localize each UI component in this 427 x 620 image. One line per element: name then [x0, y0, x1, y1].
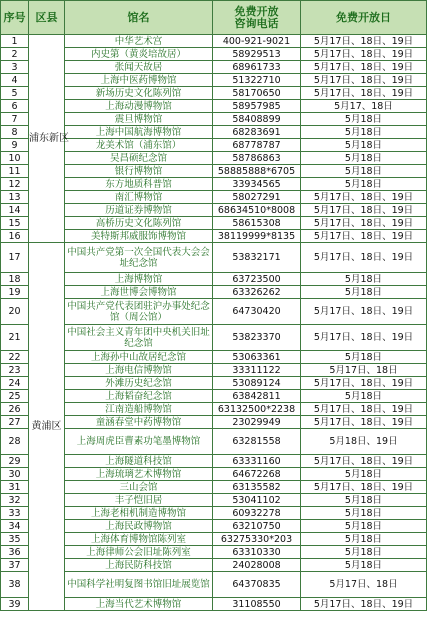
- free-open-dates: 5月18日: [301, 494, 427, 507]
- consult-phone: 53823370: [213, 325, 301, 351]
- free-open-dates: 5月17日、18日、19日: [301, 403, 427, 416]
- table-row: [1, 533, 427, 546]
- museum-name: 上海中国航海博物馆: [65, 126, 213, 139]
- row-number: 29: [1, 455, 29, 468]
- consult-phone: 24028008: [213, 559, 301, 572]
- museum-name: 江南造船博物馆: [65, 403, 213, 416]
- consult-phone: 64370835: [213, 572, 301, 598]
- consult-phone: 68283691: [213, 126, 301, 139]
- table-row: [1, 191, 427, 204]
- header-consult-phone: 免费开放 咨询电话: [213, 1, 301, 35]
- table-row: [1, 390, 427, 403]
- free-open-dates: 5月18日: [301, 126, 427, 139]
- consult-phone: 23029949: [213, 416, 301, 429]
- free-open-dates: 5月17日、18日、19日: [301, 416, 427, 429]
- consult-phone: 63135582: [213, 481, 301, 494]
- row-number: 37: [1, 559, 29, 572]
- museum-name: 龙美术馆（浦东馆）: [65, 139, 213, 152]
- free-open-dates: 5月18日: [301, 113, 427, 126]
- row-number: 17: [1, 243, 29, 273]
- row-number: 32: [1, 494, 29, 507]
- header-free-open-dates: 免费开放日: [301, 1, 427, 35]
- row-number: 33: [1, 507, 29, 520]
- table-row: [1, 100, 427, 113]
- table-row: [1, 416, 427, 429]
- table-row: [1, 364, 427, 377]
- table-row: [1, 598, 427, 611]
- museum-name: 上海民防科技馆: [65, 559, 213, 572]
- museum-name: 上海隧道科技馆: [65, 455, 213, 468]
- row-number: 8: [1, 126, 29, 139]
- row-number: 5: [1, 87, 29, 100]
- table-row: [1, 178, 427, 191]
- row-number: 14: [1, 204, 29, 217]
- header-number: 序号: [1, 1, 29, 35]
- free-open-dates: 5月18日: [301, 152, 427, 165]
- museum-name: 高桥历史文化陈列馆: [65, 217, 213, 230]
- free-open-dates: 5月17日、18日、19日: [301, 325, 427, 351]
- free-open-dates: 5月17、18日: [301, 100, 427, 113]
- consult-phone: 63723500: [213, 273, 301, 286]
- consult-phone: 53063361: [213, 351, 301, 364]
- museum-name: 上海律师公会旧址陈列室: [65, 546, 213, 559]
- table-row: [1, 152, 427, 165]
- consult-phone: 31108550: [213, 598, 301, 611]
- museum-name: 上海世博会博物馆: [65, 286, 213, 299]
- row-number: 23: [1, 364, 29, 377]
- table-row: [1, 273, 427, 286]
- consult-phone: 400-921-9021: [213, 35, 301, 48]
- table-row: [1, 74, 427, 87]
- consult-phone: 33934565: [213, 178, 301, 191]
- museum-name: 震旦博物馆: [65, 113, 213, 126]
- district-cell: 黄浦区: [29, 243, 65, 611]
- consult-phone: 58615308: [213, 217, 301, 230]
- museum-name: 上海周虎臣曹素功笔墨博物馆: [65, 429, 213, 455]
- table-row: [1, 377, 427, 390]
- museum-name: 上海体育博物馆陈列室: [65, 533, 213, 546]
- table-header-row: [1, 1, 427, 35]
- free-open-dates: 5月18日: [301, 286, 427, 299]
- museum-name: 上海琉璃艺术博物馆: [65, 468, 213, 481]
- museum-name: 丰子恺旧居: [65, 494, 213, 507]
- row-number: 13: [1, 191, 29, 204]
- free-open-dates: 5月18日: [301, 546, 427, 559]
- table-row: [1, 113, 427, 126]
- consult-phone: 63326262: [213, 286, 301, 299]
- table-row: [1, 481, 427, 494]
- free-open-dates: 5月17日、18日、19日: [301, 87, 427, 100]
- museum-name: 上海当代艺术博物馆: [65, 598, 213, 611]
- row-number: 1: [1, 35, 29, 48]
- table-row: [1, 520, 427, 533]
- consult-phone: 63210750: [213, 520, 301, 533]
- free-open-dates: 5月17日、18日、19日: [301, 61, 427, 74]
- free-open-dates: 5月17日、18日: [301, 572, 427, 598]
- row-number: 38: [1, 572, 29, 598]
- table-row: [1, 165, 427, 178]
- free-open-dates: 5月17日、18日、19日: [301, 377, 427, 390]
- table-row: [1, 455, 427, 468]
- row-number: 11: [1, 165, 29, 178]
- museum-name: 童涵春堂中药博物馆: [65, 416, 213, 429]
- museum-name: 新场历史文化陈列馆: [65, 87, 213, 100]
- museum-name: 外滩历史纪念馆: [65, 377, 213, 390]
- row-number: 6: [1, 100, 29, 113]
- row-number: 30: [1, 468, 29, 481]
- consult-phone: 33311122: [213, 364, 301, 377]
- free-open-dates: 5月18日: [301, 178, 427, 191]
- row-number: 27: [1, 416, 29, 429]
- consult-phone: 58929513: [213, 48, 301, 61]
- table-row: [1, 403, 427, 416]
- consult-phone: 58027291: [213, 191, 301, 204]
- row-number: 4: [1, 74, 29, 87]
- table-row: [1, 87, 427, 100]
- free-open-dates: 5月17日、18日、19日: [301, 455, 427, 468]
- row-number: 20: [1, 299, 29, 325]
- table-row: [1, 230, 427, 243]
- row-number: 21: [1, 325, 29, 351]
- museum-name: 中国科学社明复图书馆旧址展览馆: [65, 572, 213, 598]
- museum-name: 内史第（黄炎培故居）: [65, 48, 213, 61]
- consult-phone: 60932278: [213, 507, 301, 520]
- museum-name: 美特斯邦威服饰博物馆: [65, 230, 213, 243]
- museum-name: 中国共产党第一次全国代表大会会址纪念馆: [65, 243, 213, 273]
- header-district: 区县: [29, 1, 65, 35]
- free-open-dates: 5月18日: [301, 165, 427, 178]
- header-museum-name: 馆名: [65, 1, 213, 35]
- consult-phone: 63331160: [213, 455, 301, 468]
- district-cell: 浦东新区: [29, 35, 65, 243]
- museum-name: 上海民政博物馆: [65, 520, 213, 533]
- museum-name: 上海动漫博物馆: [65, 100, 213, 113]
- table-row: [1, 217, 427, 230]
- museum-name: 南汇博物馆: [65, 191, 213, 204]
- row-number: 16: [1, 230, 29, 243]
- free-open-dates: 5月18日: [301, 468, 427, 481]
- consult-phone: 63310330: [213, 546, 301, 559]
- museum-name: 东方地质科普馆: [65, 178, 213, 191]
- free-open-dates: 5月17日、18日、19日: [301, 481, 427, 494]
- row-number: 12: [1, 178, 29, 191]
- row-number: 10: [1, 152, 29, 165]
- table-row: [1, 468, 427, 481]
- table-row: [1, 325, 427, 351]
- free-open-dates: 5月18日: [301, 520, 427, 533]
- table-row: [1, 61, 427, 74]
- museum-name: 吴昌硕纪念馆: [65, 152, 213, 165]
- museum-name: 历道证券博物馆: [65, 204, 213, 217]
- free-open-dates: 5月17日、18日、19日: [301, 191, 427, 204]
- table-body: [1, 35, 427, 611]
- museum-name: 中华艺术宫: [65, 35, 213, 48]
- free-open-dates: 5月17日、18日、19日: [301, 598, 427, 611]
- table-row: [1, 204, 427, 217]
- row-number: 34: [1, 520, 29, 533]
- row-number: 9: [1, 139, 29, 152]
- row-number: 39: [1, 598, 29, 611]
- consult-phone: 68634510*8008: [213, 204, 301, 217]
- museum-name: 上海博物馆: [65, 273, 213, 286]
- free-open-dates: 5月18日: [301, 559, 427, 572]
- museum-name: 中国社会主义青年团中央机关旧址纪念馆: [65, 325, 213, 351]
- row-number: 24: [1, 377, 29, 390]
- table-row: [1, 494, 427, 507]
- row-number: 18: [1, 273, 29, 286]
- museum-name: 上海中医药博物馆: [65, 74, 213, 87]
- row-number: 25: [1, 390, 29, 403]
- museum-name: 上海老相机制造博物馆: [65, 507, 213, 520]
- table-row: [1, 546, 427, 559]
- free-open-dates: 5月18日: [301, 273, 427, 286]
- free-open-dates: 5月17日、18日: [301, 364, 427, 377]
- consult-phone: 58786863: [213, 152, 301, 165]
- consult-phone: 68778787: [213, 139, 301, 152]
- row-number: 15: [1, 217, 29, 230]
- row-number: 31: [1, 481, 29, 494]
- consult-phone: 51322710: [213, 74, 301, 87]
- row-number: 3: [1, 61, 29, 74]
- free-open-dates: 5月17日、18日、19日: [301, 299, 427, 325]
- free-open-dates: 5月18日: [301, 139, 427, 152]
- consult-phone: 58170650: [213, 87, 301, 100]
- museum-name: 上海韬奋纪念馆: [65, 390, 213, 403]
- free-open-dates: 5月18日: [301, 507, 427, 520]
- row-number: 7: [1, 113, 29, 126]
- free-open-dates: 5月18日: [301, 351, 427, 364]
- table-row: [1, 507, 427, 520]
- table-row: [1, 572, 427, 598]
- museum-name: 中国共产党代表团驻沪办事处纪念馆（周公馆）: [65, 299, 213, 325]
- table-row: [1, 243, 427, 273]
- row-number: 22: [1, 351, 29, 364]
- consult-phone: 64672268: [213, 468, 301, 481]
- museum-name: 三山会馆: [65, 481, 213, 494]
- table-row: [1, 429, 427, 455]
- museum-name: 银行博物馆: [65, 165, 213, 178]
- free-open-dates: 5月17日、18日、19日: [301, 230, 427, 243]
- free-open-dates: 5月18日: [301, 533, 427, 546]
- table-row: [1, 35, 427, 48]
- free-open-dates: 5月17日、18日、19日: [301, 243, 427, 273]
- consult-phone: 63132500*2238: [213, 403, 301, 416]
- table-row: [1, 286, 427, 299]
- museum-name: 张闻天故居: [65, 61, 213, 74]
- consult-phone: 63842811: [213, 390, 301, 403]
- free-open-dates: 5月17日、18日、19日: [301, 48, 427, 61]
- free-open-dates: 5月17日、18日、19日: [301, 204, 427, 217]
- consult-phone: 64730420: [213, 299, 301, 325]
- consult-phone: 58957985: [213, 100, 301, 113]
- museum-name: 上海电信博物馆: [65, 364, 213, 377]
- consult-phone: 63281558: [213, 429, 301, 455]
- row-number: 2: [1, 48, 29, 61]
- consult-phone: 68961733: [213, 61, 301, 74]
- consult-phone: 58408899: [213, 113, 301, 126]
- row-number: 35: [1, 533, 29, 546]
- row-number: 19: [1, 286, 29, 299]
- free-open-dates: 5月18日、19日: [301, 429, 427, 455]
- table-row: [1, 48, 427, 61]
- consult-phone: 53041102: [213, 494, 301, 507]
- row-number: 28: [1, 429, 29, 455]
- consult-phone: 63275330*203: [213, 533, 301, 546]
- table-row: [1, 351, 427, 364]
- table-row: [1, 559, 427, 572]
- free-open-dates: 5月17日、18日、19日: [301, 74, 427, 87]
- consult-phone: 53089124: [213, 377, 301, 390]
- table-row: [1, 299, 427, 325]
- consult-phone: 53832171: [213, 243, 301, 273]
- free-open-dates: 5月17日、18日、19日: [301, 35, 427, 48]
- consult-phone: 58885888*6705: [213, 165, 301, 178]
- consult-phone: 38119999*8135: [213, 230, 301, 243]
- row-number: 26: [1, 403, 29, 416]
- free-open-dates: 5月17日、18日、19日: [301, 217, 427, 230]
- free-open-dates: 5月18日: [301, 390, 427, 403]
- row-number: 36: [1, 546, 29, 559]
- museum-name: 上海孙中山故居纪念馆: [65, 351, 213, 364]
